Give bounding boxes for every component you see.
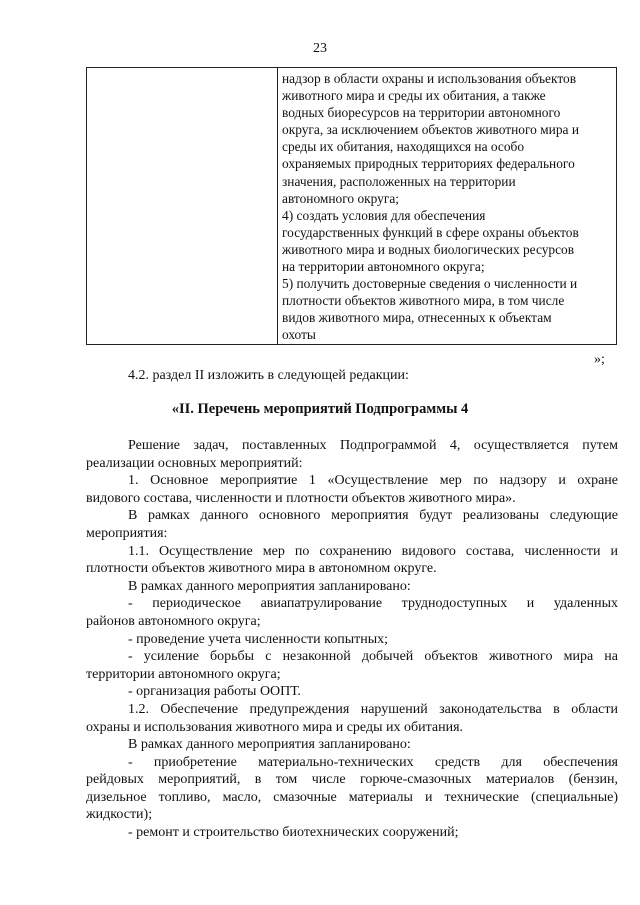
paragraph-line: 1.2. Обеспечение предупреждения нарушений законодательства в области	[128, 701, 618, 717]
paragraph-line: - приобретение материально-технических средств для обеспечения	[128, 754, 618, 770]
table-line: охоты	[282, 327, 316, 343]
paragraph-line: - проведение учета численности копытных;	[128, 631, 389, 647]
section-heading: «II. Перечень мероприятий Подпрограммы 4	[171, 401, 469, 417]
table-line: среды их обитания, находящихся на особо	[282, 139, 525, 155]
paragraph-line: Решение задач, поставленных Подпрограммой 4, осуществляется путем	[128, 438, 618, 453]
paragraph-line: плотности объектов животного мира в автономном округе.	[86, 561, 437, 577]
table-text-cell	[278, 68, 617, 345]
paragraph-line: территории автономного округа;	[86, 666, 281, 682]
table-line: округа, за исключением объектов животного мира и	[282, 122, 579, 138]
table-line: государственных функций в сфере охраны объектов	[282, 224, 579, 240]
paragraph-line: - усиление борьбы с незаконной добычей объектов животного мира на	[128, 649, 618, 665]
paragraph-line: - ремонт и строительство биотехнических сооружений;	[128, 825, 459, 841]
table-line: надзор в области охраны и использования объектов	[282, 71, 577, 86]
paragraph-line: - периодическое авиапатрулирование труднодоступных и удаленных	[128, 596, 618, 612]
table-line: водных биоресурсов на территории автономного	[282, 105, 561, 121]
table-line: значения, расположенных на территории	[282, 173, 516, 189]
paragraph-line: мероприятия:	[86, 525, 168, 541]
page-number: 23	[313, 41, 327, 56]
continuation-table	[86, 67, 617, 345]
body-text	[86, 437, 618, 842]
table-line: животного мира и среды их обитания, а также	[282, 88, 546, 104]
table-line: на территории автономного округа;	[282, 259, 485, 275]
paragraph-line: 1.1. Осуществление мер по сохранению видового состава, численности и	[128, 543, 618, 559]
table-line: охраняемых природных территориях федерального	[282, 156, 575, 172]
paragraph-line: - организация работы ООПТ.	[128, 684, 301, 700]
paragraph-line: жидкости);	[86, 807, 153, 823]
paragraph-line: видового состава, численности и плотности объектов животного мира».	[86, 490, 516, 506]
table-line: автономного округа;	[282, 190, 400, 206]
table-line: животного мира и водных биологических ресурсов	[282, 241, 575, 257]
table-empty-cell	[87, 68, 278, 345]
closing-quote: »;	[594, 352, 605, 367]
table-line: видов животного мира, отнесенных к объектам	[282, 310, 552, 326]
paragraph-line: В рамках данного основного мероприятия будут реализованы следующие	[128, 508, 618, 524]
paragraph-line: 1. Основное мероприятие 1 «Осуществление мер по надзору и охране	[128, 473, 618, 489]
paragraph-line: В рамках данного мероприятия запланировано:	[128, 578, 411, 594]
table-line: 5) получить достоверные сведения о численности и	[282, 276, 578, 292]
table-line: плотности объектов животного мира, в том числе	[282, 293, 565, 309]
paragraph-line: дизельное топливо, масло, смазочные материалы и технические (специальные)	[86, 789, 618, 805]
paragraph-line: рейдовых мероприятий, в том числе горюче-смазочных материалов (бензин,	[86, 772, 618, 788]
paragraph-line: реализации основных мероприятий:	[86, 455, 303, 471]
paragraph-line: районов автономного округа;	[86, 613, 261, 629]
paragraph-line: охраны и использования животного мира и среды их обитания.	[86, 719, 464, 735]
table-line: 4) создать условия для обеспечения	[282, 207, 486, 223]
paragraph-line: В рамках данного мероприятия запланировано:	[128, 737, 411, 753]
section-intro: 4.2. раздел II изложить в следующей редакции:	[128, 368, 409, 383]
